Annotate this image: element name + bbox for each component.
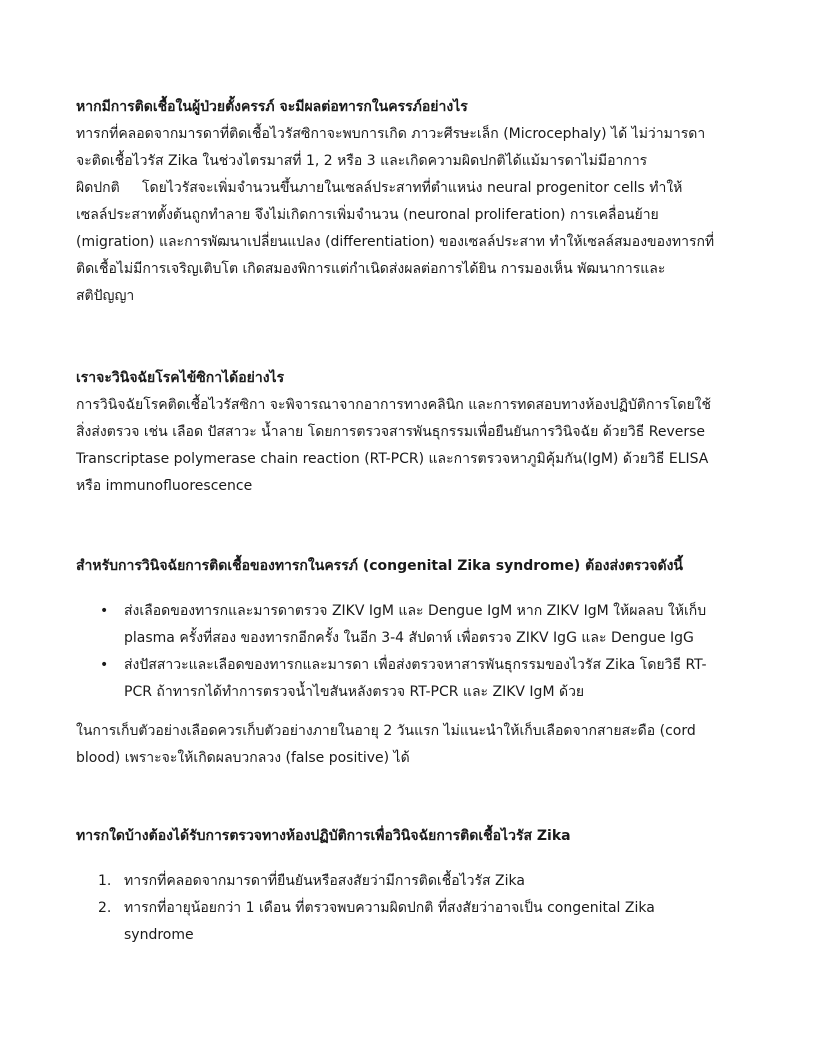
bullet-list bbox=[76, 598, 744, 706]
section-body bbox=[76, 121, 744, 310]
section-diagnosis bbox=[76, 365, 744, 500]
body-line: การวินิจฉัยโรคติดเชื้อไวรัสซิกา จะพิจารณาจากอาการทางคลินิก และการทดสอบทางห้องปฏิบัติการโดยใช้ bbox=[76, 397, 712, 413]
bullet-marker: • bbox=[100, 603, 109, 619]
body-line: สิ่งส่งตรวจ เช่น เลือด ปัสสาวะ น้ำลาย โดยการตรวจสารพันธุกรรมเพื่อยืนยันการวินิจฉัย ด้วยวิธี Reverse bbox=[76, 424, 706, 440]
numbered-list bbox=[76, 868, 744, 949]
body-line: ผิดปกติ โดยไวรัสจะเพิ่มจำนวนขึ้นภายในเซลล์ประสาทที่ตำแหน่ง neural progenitor cells ทำให้ bbox=[76, 180, 683, 196]
list-item bbox=[76, 652, 744, 706]
list-item-line: ส่งปัสสาวะและเลือดของทารกและมารดา เพื่อส่งตรวจหาสารพันธุกรรมของไวรัส Zika โดยวิธี RT- bbox=[124, 657, 707, 673]
list-item bbox=[76, 598, 744, 652]
list-number: 2. bbox=[98, 900, 112, 916]
list-item-line: syndrome bbox=[124, 927, 194, 943]
body-line: Transcriptase polymerase chain reaction (RT-PCR) และการตรวจหาภูมิคุ้มกัน(IgM) ด้วยวิธี ELISA bbox=[76, 451, 709, 467]
section-note bbox=[76, 718, 744, 772]
body-line: จะติดเชื้อไวรัส Zika ในช่วงไตรมาสที่ 1, 2 หรือ 3 และเกิดความผิดปกติได้แม้มารดาไม่มีอาการ bbox=[76, 153, 648, 169]
section-congenital-diagnosis bbox=[76, 553, 744, 772]
section-heading: สำหรับการวินิจฉัยการติดเชื้อของทารกในครรภ์ (congenital Zika syndrome) ต้องส่งตรวจดังนี้ bbox=[76, 558, 683, 574]
body-line: ในการเก็บตัวอย่างเลือดควรเก็บตัวอย่างภายในอายุ 2 วันแรก ไม่แนะนำให้เก็บเลือดจากสายสะดือ (cord bbox=[76, 723, 696, 739]
list-item-line: ส่งเลือดของทารกและมารดาตรวจ ZIKV IgM และ Dengue IgM หาก ZIKV IgM ให้ผลลบ ให้เก็บ bbox=[124, 603, 707, 619]
body-line: ทารกที่คลอดจากมารดาที่ติดเชื้อไวรัสซิกาจะพบการเกิด ภาวะศีรษะเล็ก (Microcephaly) ได้ ไม่ว่ามารดา bbox=[76, 126, 706, 142]
body-line: หรือ immunofluorescence bbox=[76, 478, 253, 494]
list-item-line: PCR ถ้าทารกได้ทำการตรวจน้ำไขสันหลังตรวจ RT-PCR และ ZIKV IgM ด้วย bbox=[124, 684, 585, 700]
list-item-line: ทารกที่อายุน้อยกว่า 1 เดือน ที่ตรวจพบความผิดปกติ ที่สงสัยว่าอาจเป็น congenital Zika bbox=[124, 900, 655, 916]
body-line: (migration) และการพัฒนาเปลี่ยนแปลง (differentiation) ของเซลล์ประสาท ทำให้เซลล์สมองของทารกที่ bbox=[76, 234, 715, 250]
list-item-line: ทารกที่คลอดจากมารดาที่ยืนยันหรือสงสัยว่ามีการติดเชื้อไวรัส Zika bbox=[124, 873, 525, 889]
list-item bbox=[76, 868, 744, 895]
section-body bbox=[76, 392, 744, 500]
section-heading: ทารกใดบ้างต้องได้รับการตรวจทางห้องปฏิบัติการเพื่อวินิจฉัยการติดเชื้อไวรัส Zika bbox=[76, 828, 571, 844]
body-line: สติปัญญา bbox=[76, 288, 135, 304]
list-number: 1. bbox=[98, 873, 112, 889]
section-who-needs-testing bbox=[76, 823, 744, 949]
list-item bbox=[76, 895, 744, 949]
body-line: เซลล์ประสาทตั้งต้นถูกทำลาย จึงไม่เกิดการเพิ่มจำนวน (neuronal proliferation) การเคลื่อนย้าย bbox=[76, 207, 659, 223]
body-line: blood) เพราะจะให้เกิดผลบวกลวง (false positive) ได้ bbox=[76, 750, 410, 766]
bullet-marker: • bbox=[100, 657, 109, 673]
list-item-line: plasma ครั้งที่สอง ของทารกอีกครั้ง ในอีก 3-4 สัปดาห์ เพื่อตรวจ ZIKV IgG และ Dengue IgG bbox=[124, 630, 694, 646]
section-heading: เราจะวินิจฉัยโรคไข้ซิกาได้อย่างไร bbox=[76, 370, 285, 386]
section-heading: หากมีการติดเชื้อในผู้ป่วยตั้งครรภ์ จะมีผลต่อทารกในครรภ์อย่างไร bbox=[76, 99, 468, 115]
body-line: ติดเชื้อไม่มีการเจริญเติบโต เกิดสมองพิการแต่กำเนิดส่งผลต่อการได้ยิน การมองเห็น พัฒนาการและ bbox=[76, 261, 666, 277]
section-infection-in-pregnancy bbox=[76, 94, 744, 310]
